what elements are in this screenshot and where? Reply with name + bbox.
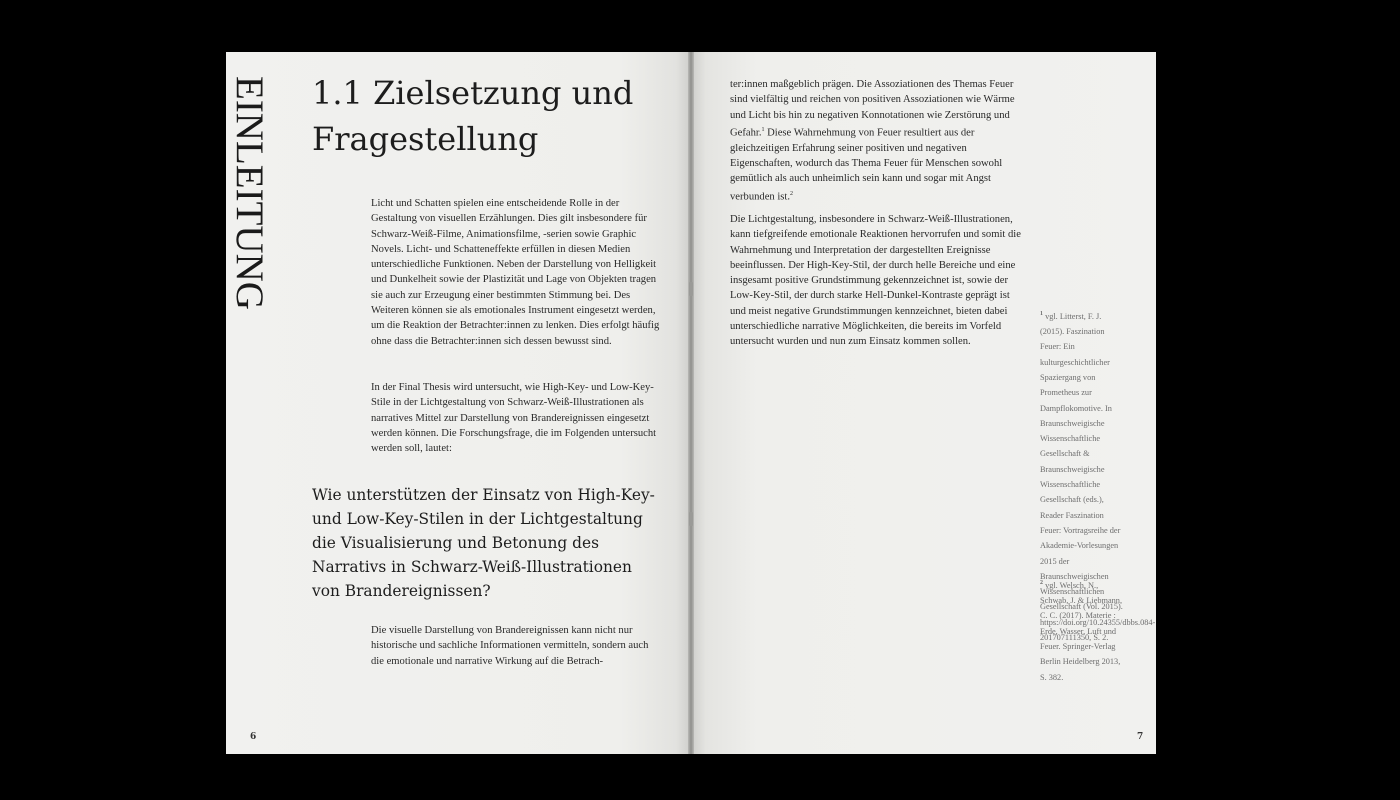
research-question: Wie unterstützen der Einsatz von High-Key- und Low-Key-Stilen in der Lichtgestaltung die Visualisierung und Betonung des Narrativs in Schwarz-Weiß-Illustrationen von Brandereignissen? xyxy=(312,486,655,600)
page-number-left: 6 xyxy=(250,732,257,742)
staple xyxy=(689,282,693,296)
thesis-paragraph: In der Final Thesis wird untersucht, wie High-Key- und Low-Key-Stile in der Lichtgestaltung von Schwarz-Weiß-Illustrationen als narratives Mittel zur Darstellung von Brandereignissen eingesetzt werden können. Die Forschungsfrage, die im Folgenden untersucht werden soll, lautet: xyxy=(371,382,657,455)
book-spread xyxy=(226,52,1156,754)
right-page xyxy=(692,52,1156,754)
footnote-2-number: 2 xyxy=(1040,580,1043,586)
continuation-paragraph: Die visuelle Darstellung von Brandereignissen kann nicht nur historische und sachliche Informationen vermitteln, sondern auch die emotionale und narrative Wirkung auf die Betrach- xyxy=(371,625,649,667)
intro-paragraph: Licht und Schatten spielen eine entscheidende Rolle in der Gestaltung von visuellen Erzählungen. Dies gilt insbesondere für Schwarz-Weiß-Filme, Animationsfilme, -serien sowie Graphic Novels. Licht- und Schatteneffekte erfüllen in diesen Medien unterschiedliche Funktionen. Neben der Darstellung von Helligkeit und Dunkelheit sowie der Plastizität und Lage von Objekten tragen sie auch zur Erzeugung einer bestimmten Stimmung bei. Des Weiteren können sie als emotionales Instrument eingesetzt werden, um die Reaktion der Betrachter:innen zu lenken. Dies erfolgt häufig ohne dass die Betrachter:innen sich dessen bewusst sind. xyxy=(371,198,660,347)
footnote-2 xyxy=(1040,576,1126,685)
chapter-label-vertical xyxy=(228,76,271,376)
section-title: 1.1 Zielsetzung und Fragestellung xyxy=(312,74,634,158)
paragraph-text: Diese Wahrnehmung von Feuer resultiert aus der gleichzeitigen Erfahrung seiner positiven und negativen Eigenschaften, wodurch das Thema Feuer für Menschen sowohl gemütlich als auch unheimlich sein kann und sogar mit Angst verbunden ist. xyxy=(730,127,1003,203)
left-page xyxy=(226,52,690,754)
staple xyxy=(689,512,693,526)
lighting-paragraph: Die Lichtgestaltung, insbesondere in Schwarz-Weiß-Illustrationen, kann tiefgreifende emotionale Reaktionen hervorrufen und somit die Wahrnehmung und Interpretation der dargestellten Ereignisse beeinflussen. Der High-Key-Stil, der durch helle Bereiche und eine insgesamt positive Grundstimmung gekennzeichnet ist, sowie der Low-Key-Stil, der durch starke Hell-Dunkel-Kontraste geprägt ist und meist negative Grundstimmungen kennzeichnet, bieten dabei unterschiedliche narrative Möglichkeiten, die bereits im Vorfeld untersucht wurden und nun zum Einsatz kommen sollen. xyxy=(730,214,1021,348)
footnote-1-number: 1 xyxy=(1040,311,1043,317)
chapter-label: EINLEITUNG xyxy=(228,76,271,310)
footnote-1-text: vgl. Litterst, F. J. (2015). Faszination Feuer: Ein kulturgeschichtlicher Spaziergang von Prometheus zur Dampflokomotive. In Braunschweigische Wissenschaftliche Gesellschaft & Braunschweigische Wissenschaftliche Gesellschaft (eds.), Reader Faszination Feuer: Vortragsreihe der Akademie-Vorlesungen 2015 der Braunschweigischen Wissenschaftlichen Gesellschaft (Vol. 2015). https://doi.org/10.24355/dbbs.084-201707111350, S. 2. xyxy=(1040,311,1156,642)
page-number-right: 7 xyxy=(1137,732,1144,742)
footnote-ref-2: 2 xyxy=(790,190,794,197)
fire-associations-paragraph xyxy=(730,77,1024,204)
footnote-2-text: vgl. Welsch, N., Schwab, J. & Liebmann, C. C. (2017). Materie : Erde, Wasser, Luft und Feuer. Springer-Verlag Berlin Heidelberg 2013, S. 382. xyxy=(1040,580,1123,682)
footnote-ref-1: 1 xyxy=(761,126,765,133)
paragraph-text: ter:innen maßgeblich prägen. Die Assoziationen des Themas Feuer sind vielfältig und reichen von positiven Assoziationen wie Wärme und Licht bis hin zu negativen Konnotationen wie Zerstörung und Gefahr. xyxy=(730,79,1015,139)
book-gutter xyxy=(688,52,694,754)
